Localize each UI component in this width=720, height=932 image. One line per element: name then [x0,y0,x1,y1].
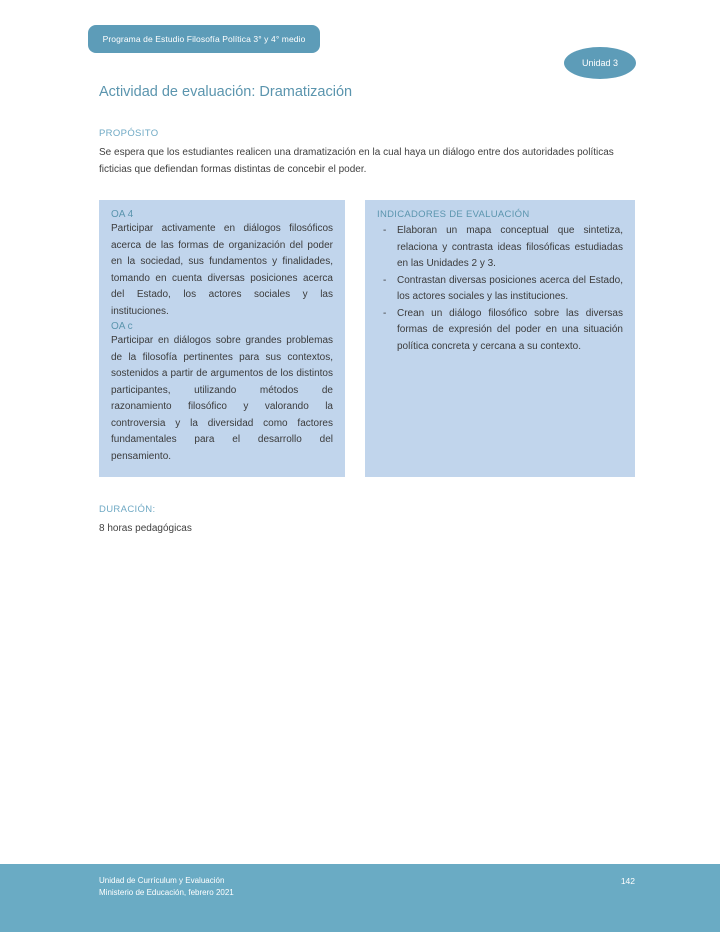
footer-inner [99,875,635,899]
footer-line-2: Ministerio de Educación, febrero 2021 [99,888,234,897]
oac-code: OA c [111,321,133,332]
list-item [377,306,623,356]
indicator-text: Elaboran un mapa conceptual que sintetiza, relaciona y contrasta ideas filosóficas estudiadas en las Unidades 2 y 3. [397,225,623,269]
purpose-section [99,128,635,178]
oa4-code: OA 4 [111,209,134,220]
oa4-text: Participar activamente en diálogos filosóficos acerca de las formas de organización del poder en la sociedad, sus fundamentos y finalidades, tomando en cuenta diversas posiciones acerca del Estado, los actores sociales y las instituciones. [111,223,333,317]
program-title-label: Programa de Estudio Filosofía Política 3° y 4° medio [102,34,306,44]
footer-org-info [99,875,234,899]
page-content [99,82,635,538]
dash-bullet-icon: - [383,225,387,236]
indicator-text: Crean un diálogo filosófico sobre las diversas formas de expresión del poder en una situación política concreta y cercana a su contexto. [397,307,623,352]
dash-bullet-icon: - [383,274,387,286]
page-number: 142 [620,876,635,886]
footer-line-1: Unidad de Currículum y Evaluación [99,876,225,885]
duration-section [99,504,635,538]
oac-text: Participar en diálogos sobre grandes problemas de la filosofía pertinentes para sus contextos, sostenidos a partir de argumentos de los distintos participantes, utilizando métodos de razonamiento filosófico y valorando la controversia y la diversidad como factores fundamentales para el desarrollo del pensamiento. [111,335,333,462]
indicator-text: Contrastan diversas posiciones acerca del Estado, los actores sociales y las instituciones. [397,274,623,302]
objectives-box [99,200,345,477]
indicators-box [365,200,635,477]
objectives-indicators-row [99,200,635,477]
indicators-heading: INDICADORES DE EVALUACIÓN [377,209,530,220]
list-item [377,223,623,273]
dash-bullet-icon: - [383,307,387,319]
page-header [0,25,720,68]
page-title: Actividad de evaluación: Dramatización [99,84,353,100]
purpose-heading: PROPÓSITO [99,128,159,139]
list-item [377,273,623,306]
duration-value: 8 horas pedagógicas [99,523,192,534]
purpose-text: Se espera que los estudiantes realicen una dramatización en la cual haya un diálogo entre dos autoridades políticas ficticias que defiendan formas distintas de concebir el poder. [99,147,614,175]
program-title-pill [88,25,320,53]
page-footer [0,864,720,932]
unit-badge [564,47,636,79]
duration-heading: DURACIÓN: [99,504,156,515]
unit-badge-label: Unidad 3 [581,58,619,68]
indicators-list [377,223,623,355]
